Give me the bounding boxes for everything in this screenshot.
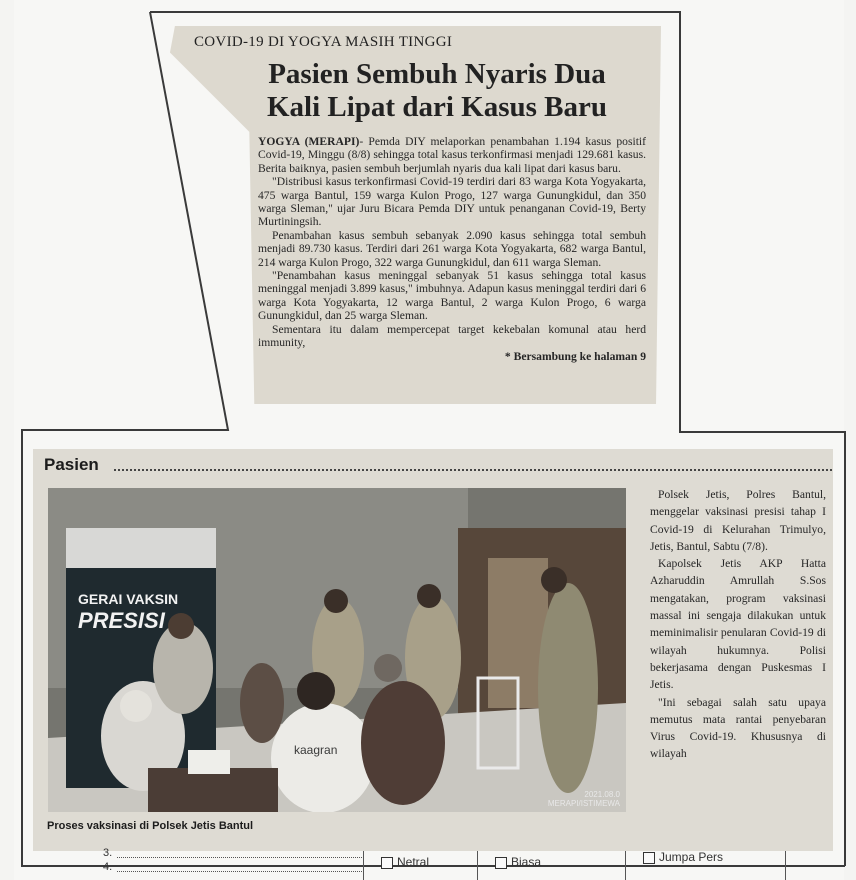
article-paragraph-2: "Distribusi kasus terkonfirmasi Covid-19 terdiri dari 83 warga Kota Yogyakarta, 475 warga Bantul, 159 warga Kulon Progo, 127 warga Gunungkidul, dan 350 warga Sleman," ujar Juru Bicara Pemda DIY untuk penanganan Covid-19, Berty Murtiningsih. — [258, 175, 646, 229]
dateline: YOGYA (MERAPI) — [258, 135, 360, 148]
headline-line-2: Kali Lipat dari Kasus Baru — [266, 91, 607, 123]
article-paragraph-4: "Penambahan kasus meninggal sebanyak 51 kasus sehingga total kasus meninggal menjadi 3.899 kasus," imbuhnya. Adapun kasus meninggal terdiri dari 6 warga Kota Yogyakarta, 12 warga Bantul, 2 warga Kulon Progo, 6 warga Gunungkidul, dan 25 warga Sleman. — [258, 269, 646, 323]
checkbox-biasa-label: Biasa — [511, 855, 542, 869]
photo-caption: Proses vaksinasi di Polsek Jetis Bantul — [47, 820, 254, 832]
side-column-text — [650, 486, 826, 763]
article-paragraph-3: Penambahan kasus sembuh sebanyak 2.090 kasus sehingga total sembuh menjadi 89.730 kasus. Terdiri dari 261 warga Kota Yogyakarta, 682 warga Bantul, 214 warga Kulon Progo, 322 warga Gunungkidul, dan 611 warga Sleman. — [258, 228, 646, 269]
side-paragraph-3: "Ini sebagai salah satu upaya memutus mata rantai penyebaran Virus Covid-19. Khususnya di wilayah — [650, 695, 826, 761]
photo-date: 2021.08.0 — [584, 790, 620, 799]
checkbox-press[interactable] — [643, 852, 655, 864]
banner-line-2: PRESISI — [78, 608, 165, 633]
checkbox-biasa[interactable] — [495, 857, 507, 869]
form-divider-4 — [785, 851, 786, 880]
form-row-4-line — [117, 871, 362, 872]
article-paragraph-1: YOGYA (MERAPI)- Pemda DIY melaporkan penambahan 1.194 kasus positif Covid-19, Minggu (8/8) sehingga total kasus terkonfirmasi menjadi 129.681 kasus. Berita baiknya, pasien sembuh berjumlah nyaris dua kali lipat dari kasus baru. — [258, 135, 646, 175]
article-headline — [232, 58, 642, 124]
headline-line-1: Pasien Sembuh Nyaris Dua — [268, 58, 606, 90]
article-paragraph-5: Sementara itu dalam mempercepat target kekebalan komunal atau herd immunity, — [258, 322, 646, 350]
checkbox-neutral-label: Netral — [397, 855, 430, 869]
checkbox-press-label: Jumpa Pers — [659, 850, 724, 864]
dotted-rule — [114, 469, 832, 471]
form-divider-2 — [477, 851, 478, 880]
form-divider-3 — [625, 851, 626, 880]
side-paragraph-1: Polsek Jetis, Polres Bantul, menggelar vaksinasi presisi tahap I Covid-19 di Kelurahan Trimulyo, Jetis, Bantul, Sabtu (7/8). — [650, 488, 826, 553]
side-paragraph-2: Kapolsek Jetis AKP Hatta Azharuddin Amrullah S.Sos mengatakan, program vaksinasi massal ini sengaja dilakukan untuk meminimalisir penularan Covid-19 di wilayah hukumnya. Polisi bekerjasama dengan Puskesmas I Jetis. — [650, 557, 826, 692]
clipping-form-fragment — [25, 847, 843, 880]
article-kicker: COVID-19 DI YOGYA MASIH TINGGI — [194, 34, 453, 50]
article-body — [258, 135, 646, 363]
vaccination-photo — [48, 488, 626, 812]
form-row-3-line — [117, 857, 362, 858]
photo-credit: MERAPI/ISTIMEWA — [547, 799, 620, 808]
continued-note: * Bersambung ke halaman 9 — [504, 349, 646, 363]
checkbox-neutral[interactable] — [381, 857, 393, 869]
form-row-4: 4. — [103, 861, 113, 873]
banner-line-1: GERAI VAKSIN — [78, 591, 179, 607]
shirt-text: kaagran — [294, 743, 338, 757]
section-title: Pasien — [44, 455, 99, 474]
form-row-3: 3. — [103, 847, 113, 859]
form-divider-1 — [363, 851, 364, 880]
photo-stamp — [548, 790, 620, 808]
